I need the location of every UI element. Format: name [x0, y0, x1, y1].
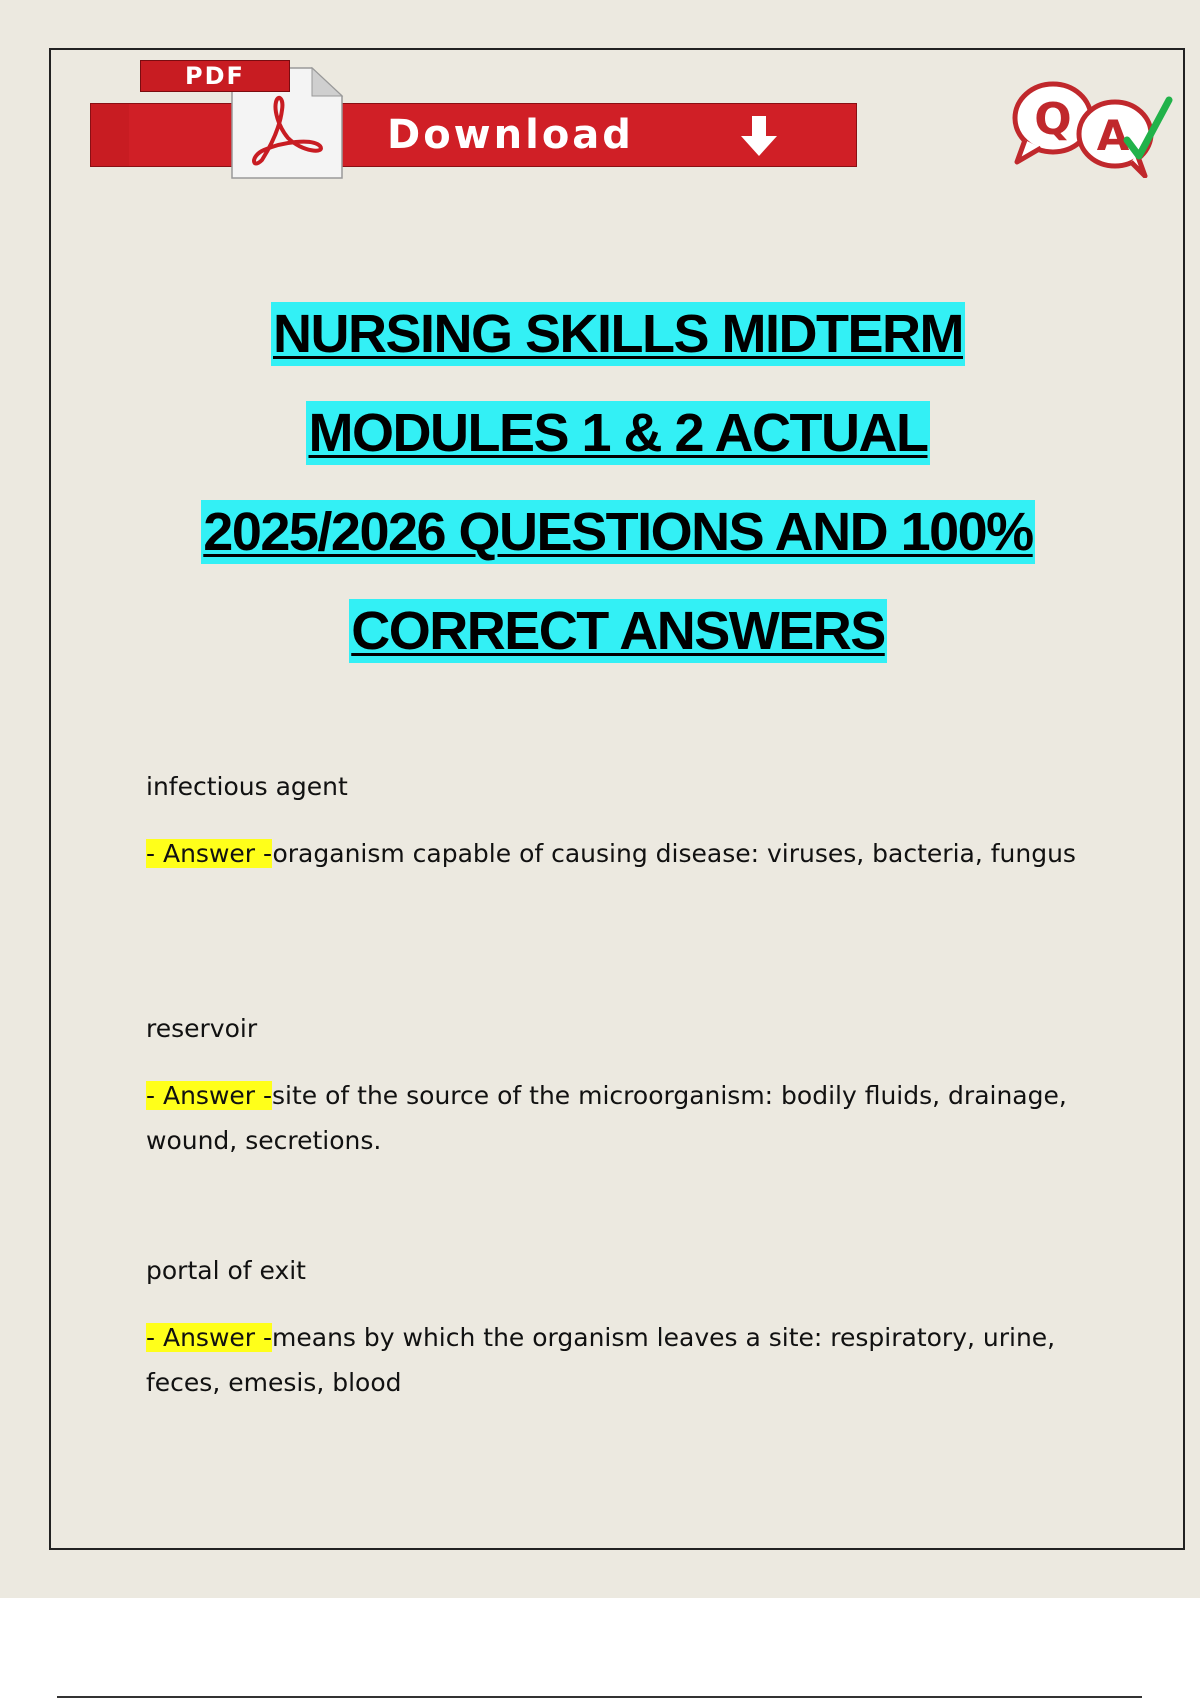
answer-marker: - Answer - [146, 839, 273, 868]
answer-marker: - Answer - [146, 1081, 273, 1110]
answer-marker: - Answer - [146, 1323, 273, 1352]
document-title [100, 285, 1136, 681]
pdf-file-icon [140, 60, 300, 178]
pdf-label: PDF [140, 60, 290, 92]
answer-text [146, 831, 1106, 876]
qa-item [146, 1007, 1106, 1249]
download-label: Download [387, 112, 634, 158]
qa-item [146, 765, 1106, 1007]
logo-a-letter: A [1096, 111, 1130, 160]
answer-body: oraganism capable of causing disease: viruses, bacteria, fungus [272, 839, 1076, 868]
answer-body: site of the source of the microorganism: bodily fluids, drainage, wound, secretions. [146, 1081, 1067, 1155]
qa-list [146, 765, 1106, 1491]
answer-body: means by which the organism leaves a site: respiratory, urine, feces, emesis, blood [146, 1323, 1056, 1397]
answer-text [146, 1315, 1106, 1405]
title-line: MODULES 1 & 2 ACTUAL [308, 403, 928, 463]
bottom-divider [57, 1696, 1142, 1698]
question-term: infectious agent [146, 772, 348, 801]
answer-text [146, 1073, 1106, 1163]
title-line: 2025/2026 QUESTIONS AND 100% [203, 502, 1033, 562]
title-line: NURSING SKILLS MIDTERM [273, 304, 963, 364]
download-arrow-icon [737, 114, 781, 158]
qa-logo-icon [1005, 78, 1175, 178]
question-term: reservoir [146, 1014, 258, 1043]
qa-item [146, 1249, 1106, 1491]
download-bar-edge [91, 104, 129, 166]
logo-q-letter: Q [1034, 94, 1072, 145]
title-line: CORRECT ANSWERS [351, 601, 885, 661]
pdf-download-banner[interactable] [90, 60, 860, 180]
question-term: portal of exit [146, 1256, 306, 1285]
